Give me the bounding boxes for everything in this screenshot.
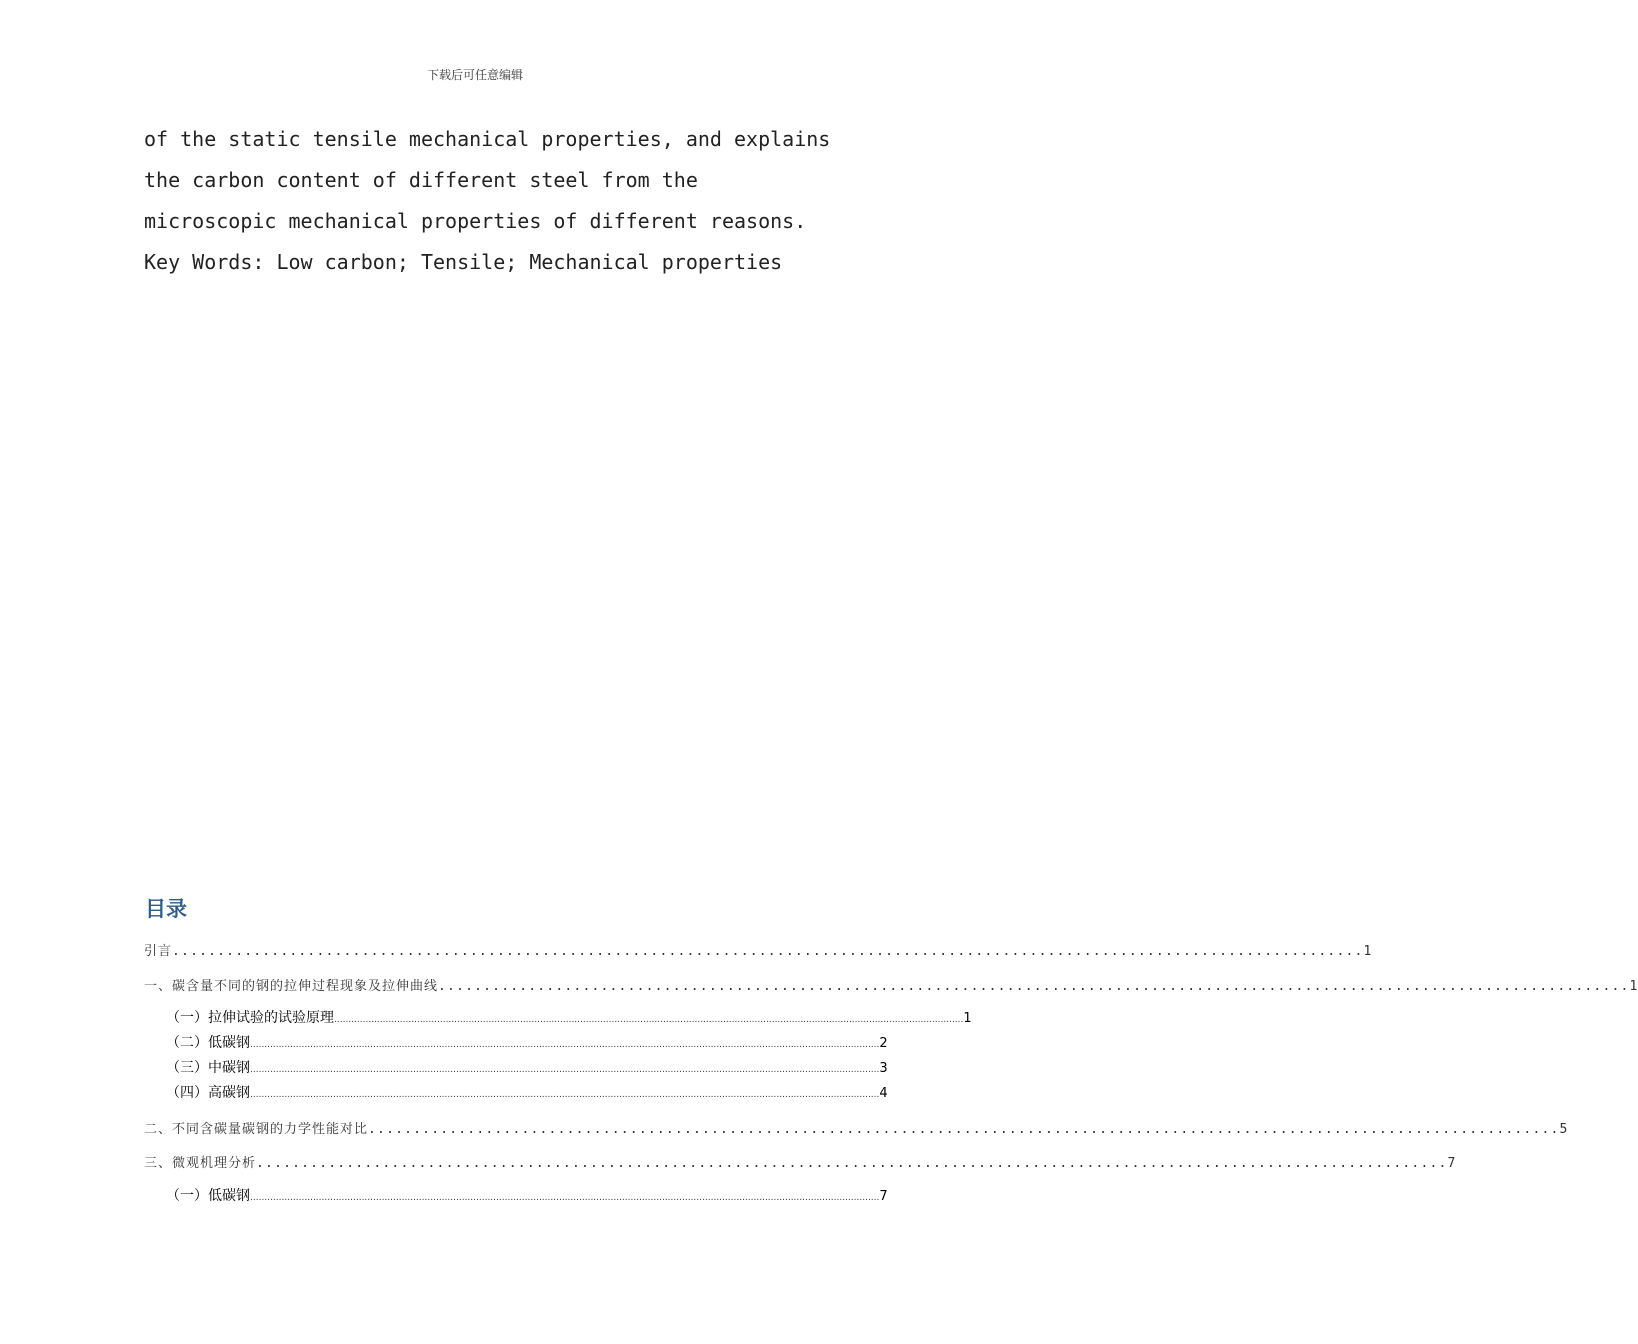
page-header: 下载后可任意编辑 <box>426 68 523 82</box>
toc-entry-label: （三）中碳钢 <box>166 1060 250 1076</box>
toc-leader-dots: .................................................................................................................................... <box>368 1122 1560 1137</box>
toc-title: 目录 <box>145 897 187 921</box>
toc-subentry[interactable] <box>166 1057 888 1077</box>
toc-subentry[interactable] <box>166 1007 972 1027</box>
toc-entry-label: 一、碳含量不同的钢的拉伸过程现象及拉伸曲线 <box>144 979 439 994</box>
toc-entry-page: 1 <box>1629 979 1638 994</box>
toc-entry-page: 7 <box>1447 1156 1457 1171</box>
toc-entry[interactable] <box>144 1118 1569 1137</box>
toc-entry[interactable] <box>144 940 1373 959</box>
toc-entry-label: （一）拉伸试验的试验原理 <box>166 1010 334 1026</box>
toc-leader-dots: ............................................................................................................................................................................................................................ <box>250 1090 880 1100</box>
toc-entry-page: 3 <box>879 1061 888 1076</box>
toc-entry-page: 1 <box>963 1011 972 1026</box>
toc-entry-label: （四）高碳钢 <box>166 1085 250 1101</box>
toc-subentry[interactable] <box>166 1032 888 1052</box>
toc-leader-dots: ............................................................................................................................................................................................................................ <box>334 1015 964 1025</box>
toc-entry-label: 引言 <box>144 944 173 959</box>
toc-entry-page: 4 <box>879 1086 888 1101</box>
toc-leader-dots: ............................................................................................................................................................................................................................ <box>250 1040 880 1050</box>
toc-entry-page: 7 <box>879 1189 888 1204</box>
abstract-text <box>144 119 834 283</box>
toc-subentry[interactable] <box>166 1185 888 1205</box>
abstract-line: microscopic mechanical properties of different reasons. <box>144 209 807 233</box>
toc-entry-label: （一）低碳钢 <box>166 1188 250 1204</box>
toc-leader-dots: ............................................................................................................................................................................................................................ <box>250 1193 880 1203</box>
keywords-line: Key Words: Low carbon; Tensile; Mechanical properties <box>144 250 783 274</box>
toc-entry-page: 1 <box>1363 944 1373 959</box>
toc-entry-page: 2 <box>879 1036 888 1051</box>
toc-entry-label: 三、微观机理分析 <box>144 1156 257 1171</box>
toc-entry[interactable] <box>144 1152 1457 1171</box>
toc-entry-label: （二）低碳钢 <box>166 1035 250 1051</box>
toc-entry-page: 5 <box>1559 1122 1569 1137</box>
toc-leader-dots: .................................................................................................................................... <box>438 979 1630 994</box>
toc-leader-dots: ............................................................................................................................................................................................................................ <box>250 1065 880 1075</box>
toc-leader-dots: .................................................................................................................................... <box>256 1156 1448 1171</box>
toc-leader-dots: .................................................................................................................................... <box>172 944 1364 959</box>
toc-entry-label: 二、不同含碳量碳钢的力学性能对比 <box>144 1122 369 1137</box>
abstract-line: of the static tensile mechanical properties, and explains <box>144 127 831 151</box>
toc-subentry[interactable] <box>166 1082 888 1102</box>
toc-entry[interactable] <box>144 975 1638 994</box>
abstract-line: the carbon content of different steel from the <box>144 168 698 192</box>
